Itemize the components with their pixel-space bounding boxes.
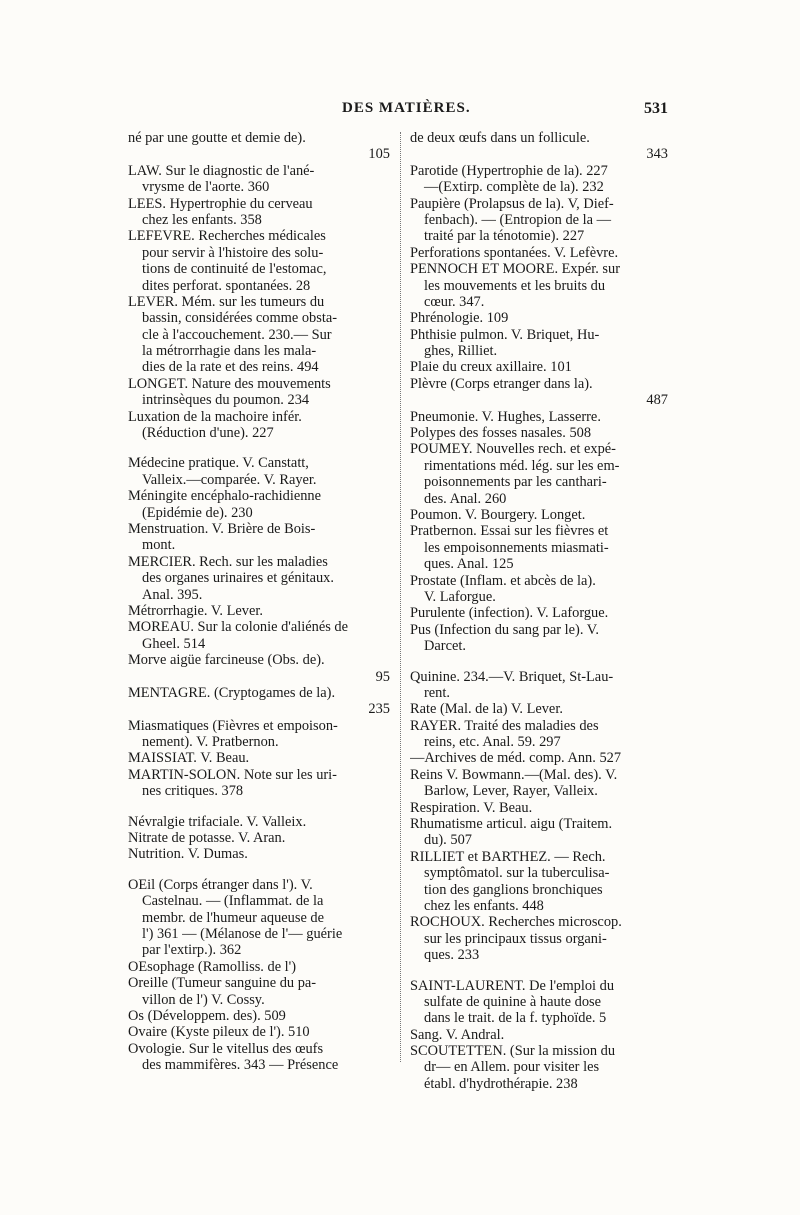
index-line: intrinsèques du poumon. 234 [142, 392, 310, 409]
index-line: Phthisie pulmon. V. Briquet, Hu- [410, 326, 600, 343]
index-line: Purulente (infection). V. Laforgue. [410, 605, 609, 622]
index-line: dr— en Allem. pour visiter les [424, 1059, 600, 1076]
index-entry [410, 425, 668, 441]
index-entry [128, 163, 390, 196]
index-line: —Archives de méd. comp. Ann. 527 [410, 750, 622, 767]
index-line: par l'extirp.). 362 [142, 942, 242, 959]
index-entry [128, 1024, 390, 1040]
index-line: Miasmatiques (Fièvres et empoison- [128, 717, 338, 734]
index-line: 487 [646, 392, 668, 409]
index-entry [410, 196, 668, 245]
index-line: Nutrition. V. Dumas. [128, 846, 248, 863]
index-line: chez les enfants. 358 [142, 211, 262, 228]
index-line: ROCHOUX. Recherches microscop. [410, 914, 622, 931]
index-line: MENTAGRE. (Cryptogames de la). [128, 684, 336, 701]
index-entry [128, 294, 390, 376]
index-entry [128, 846, 390, 862]
index-line: Respiration. V. Beau. [410, 799, 533, 816]
index-line: RILLIET et BARTHEZ. — Rech. [410, 848, 606, 865]
index-entry [410, 978, 668, 1027]
index-line: LEES. Hypertrophie du cerveau [128, 195, 313, 212]
section-gap [128, 441, 390, 455]
index-line: Darcet. [424, 638, 466, 655]
index-line: Paupière (Prolapsus de la). V, Dief- [410, 195, 614, 212]
index-entry [410, 245, 668, 261]
index-line: 235 [368, 701, 390, 718]
index-line: Anal. 395. [142, 586, 203, 603]
index-line: tion des ganglions bronchiques [424, 881, 603, 898]
index-entry [128, 130, 390, 163]
index-line: établ. d'hydrothérapie. 238 [424, 1075, 578, 1092]
index-entry [128, 554, 390, 603]
index-line: dites perforat. spontanées. 28 [142, 277, 311, 294]
index-entry [410, 261, 668, 310]
index-line: chez les enfants. 448 [424, 897, 544, 914]
column-divider [400, 132, 401, 1062]
index-line: Poumon. V. Bourgery. Longet. [410, 506, 586, 523]
index-entry [128, 196, 390, 229]
index-column-right [410, 130, 668, 1092]
index-line: Médecine pratique. V. Canstatt, [128, 455, 309, 472]
index-line: cœur. 347. [424, 293, 485, 310]
index-line: Gheel. 514 [142, 635, 206, 652]
index-entry [128, 603, 390, 619]
index-line: rimentations méd. lég. sur les em- [424, 457, 620, 474]
index-entry [410, 816, 668, 849]
index-entry [410, 605, 668, 621]
index-line: ques. Anal. 125 [424, 556, 514, 573]
index-line: du). 507 [424, 832, 472, 849]
index-line: Phrénologie. 109 [410, 310, 509, 327]
index-line: Métrorrhagie. V. Lever. [128, 602, 263, 619]
index-entry [128, 1008, 390, 1024]
index-entry [128, 830, 390, 846]
index-line: Parotide (Hypertrophie de la). 227 [410, 162, 608, 179]
index-entry [410, 376, 668, 409]
index-entry [410, 441, 668, 507]
index-line: fenbach). — (Entropion de la — [424, 211, 612, 228]
index-line: Reins V. Bowmann.—(Mal. des). V. [410, 766, 618, 783]
index-line: Castelnau. — (Inflammat. de la [142, 893, 324, 910]
index-line: LONGET. Nature des mouvements [128, 375, 331, 392]
index-line: —(Extirp. complète de la). 232 [424, 179, 604, 196]
index-line: LEVER. Mém. sur les tumeurs du [128, 293, 325, 310]
running-title: DES MATIÈRES. [342, 100, 471, 116]
index-line: symptômatol. sur la tuberculisa- [424, 865, 610, 882]
index-line: Sang. V. Andral. [410, 1026, 505, 1043]
index-entry [410, 409, 668, 425]
index-line: Plaie du creux axillaire. 101 [410, 359, 572, 376]
index-entry [128, 619, 390, 652]
index-line: traité par la ténotomie). 227 [424, 228, 585, 245]
index-entry [410, 359, 668, 375]
page-number: 531 [644, 100, 668, 117]
section-gap [410, 964, 668, 978]
index-line: OEsophage (Ramolliss. de l') [128, 958, 297, 975]
index-entry [128, 521, 390, 554]
index-entry [410, 310, 668, 326]
index-line: des mammifères. 343 — Présence [142, 1057, 339, 1074]
index-entry [410, 327, 668, 360]
index-line: PENNOCH ET MOORE. Expér. sur [410, 261, 620, 278]
index-entry [410, 573, 668, 606]
index-line: poisonnements par les canthari- [424, 474, 607, 491]
section-gap [410, 655, 668, 669]
section-gap [128, 800, 390, 814]
index-entry [410, 849, 668, 915]
index-entry [410, 701, 668, 717]
index-line: Oreille (Tumeur sanguine du pa- [128, 975, 317, 992]
index-line: MOREAU. Sur la colonie d'aliénés de [128, 619, 349, 636]
index-entry [128, 718, 390, 751]
index-line: des organes urinaires et génitaux. [142, 570, 334, 587]
index-line: sulfate de quinine à haute dose [424, 993, 602, 1010]
index-entry [128, 750, 390, 766]
index-line: mont. [142, 537, 176, 554]
index-line: Quinine. 234.—V. Briquet, St-Lau- [410, 668, 614, 685]
index-line: Plèvre (Corps etranger dans la). [410, 375, 593, 392]
index-entry [410, 163, 668, 196]
index-entry [128, 376, 390, 409]
index-line: Pratbernon. Essai sur les fièvres et [410, 523, 609, 540]
index-entry [128, 814, 390, 830]
index-entry [410, 507, 668, 523]
index-line: l') 361 — (Mélanose de l'— guérie [142, 925, 343, 942]
index-line: Perforations spontanées. V. Lefèvre. [410, 244, 619, 261]
index-line: Rhumatisme articul. aigu (Traitem. [410, 816, 613, 833]
index-entry [128, 975, 390, 1008]
index-line: Ovologie. Sur le vitellus des œufs [128, 1040, 324, 1057]
index-line: LAW. Sur le diagnostic de l'ané- [128, 162, 315, 179]
index-entry [128, 409, 390, 442]
index-line: cle à l'accouchement. 230.— Sur [142, 326, 332, 343]
index-line: tions de continuité de l'estomac, [142, 261, 327, 278]
index-line: (Epidémie de). 230 [142, 504, 253, 521]
index-line: Prostate (Inflam. et abcès de la). [410, 572, 596, 589]
page-header [128, 100, 668, 122]
index-line: LEFEVRE. Recherches médicales [128, 228, 326, 245]
index-line: membr. de l'humeur aqueuse de [142, 909, 325, 926]
index-line: Morve aigüe farcineuse (Obs. de). [128, 652, 325, 669]
index-line: Luxation de la machoire infér. [128, 408, 302, 425]
index-line: POUMEY. Nouvelles rech. et expé- [410, 441, 616, 458]
index-line: V. Laforgue. [424, 588, 496, 605]
index-line: dans le trait. de la f. typhoïde. 5 [424, 1010, 607, 1027]
index-line: Barlow, Lever, Rayer, Valleix. [424, 783, 598, 800]
index-entry [128, 652, 390, 685]
index-line: reins, etc. Anal. 59. 297 [424, 734, 561, 751]
index-entry [410, 1027, 668, 1043]
index-entry [410, 750, 668, 766]
section-gap [128, 863, 390, 877]
index-line: MERCIER. Rech. sur les maladies [128, 553, 328, 570]
index-line: nement). V. Pratbernon. [142, 734, 279, 751]
index-line: la métrorrhagie dans les mala- [142, 343, 317, 360]
index-entry [410, 800, 668, 816]
index-line: SCOUTETTEN. (Sur la mission du [410, 1043, 616, 1060]
index-line: MARTIN-SOLON. Note sur les uri- [128, 766, 337, 783]
index-line: bassin, considérées comme obsta- [142, 310, 338, 327]
index-entry [410, 669, 668, 702]
index-line: Névralgie trifaciale. V. Valleix. [128, 813, 307, 830]
index-line: dies de la rate et des reins. 494 [142, 359, 319, 376]
index-line: (Réduction d'une). 227 [142, 425, 274, 442]
index-line: pour servir à l'histoire des solu- [142, 244, 324, 261]
index-line: 105 [368, 146, 390, 163]
index-entry [128, 1041, 390, 1074]
index-line: 95 [375, 668, 390, 685]
index-entry [128, 767, 390, 800]
index-line: sur les principaux tissus organi- [424, 930, 607, 947]
index-line: RAYER. Traité des maladies des [410, 717, 599, 734]
index-line: SAINT-LAURENT. De l'emploi du [410, 977, 615, 994]
index-line: rent. [424, 684, 450, 701]
index-line: ghes, Rilliet. [424, 343, 498, 360]
index-entry [410, 622, 668, 655]
index-entry [410, 718, 668, 751]
index-entry [410, 130, 668, 163]
index-entry [128, 877, 390, 959]
index-line: Nitrate de potasse. V. Aran. [128, 830, 286, 847]
index-line: vrysme de l'aorte. 360 [142, 179, 270, 196]
index-line: OEil (Corps étranger dans l'). V. [128, 876, 313, 893]
index-line: Pus (Infection du sang par le). V. [410, 621, 599, 638]
index-entry [410, 1043, 668, 1092]
index-entry [410, 523, 668, 572]
index-line: ques. 233 [424, 947, 480, 964]
index-line: Pneumonie. V. Hughes, Lasserre. [410, 408, 601, 425]
index-line: 343 [646, 146, 668, 163]
index-line: Méningite encéphalo-rachidienne [128, 488, 321, 505]
index-line: Valleix.—comparée. V. Rayer. [142, 471, 317, 488]
index-line: les mouvements et les bruits du [424, 277, 606, 294]
index-entry [410, 767, 668, 800]
index-line: les empoisonnements miasmati- [424, 539, 609, 556]
index-line: Os (Développem. des). 509 [128, 1007, 286, 1024]
index-entry [410, 914, 668, 963]
index-line: Rate (Mal. de la) V. Lever. [410, 701, 563, 718]
index-entry [128, 959, 390, 975]
index-line: Menstruation. V. Brière de Bois- [128, 520, 316, 537]
index-line: des. Anal. 260 [424, 490, 507, 507]
index-line: Polypes des fosses nasales. 508 [410, 425, 592, 442]
index-line: villon de l') V. Cossy. [142, 991, 265, 1008]
index-line: né par une goutte et demie de). [128, 130, 306, 146]
index-entry [128, 228, 390, 294]
index-line: de deux œufs dans un follicule. [410, 130, 590, 146]
index-entry [128, 488, 390, 521]
index-line: MAISSIAT. V. Beau. [128, 750, 250, 767]
index-entry [128, 685, 390, 718]
index-entry [128, 455, 390, 488]
index-line: Ovaire (Kyste pileux de l'). 510 [128, 1024, 310, 1041]
index-column-left [128, 130, 390, 1073]
index-line: nes critiques. 378 [142, 783, 244, 800]
